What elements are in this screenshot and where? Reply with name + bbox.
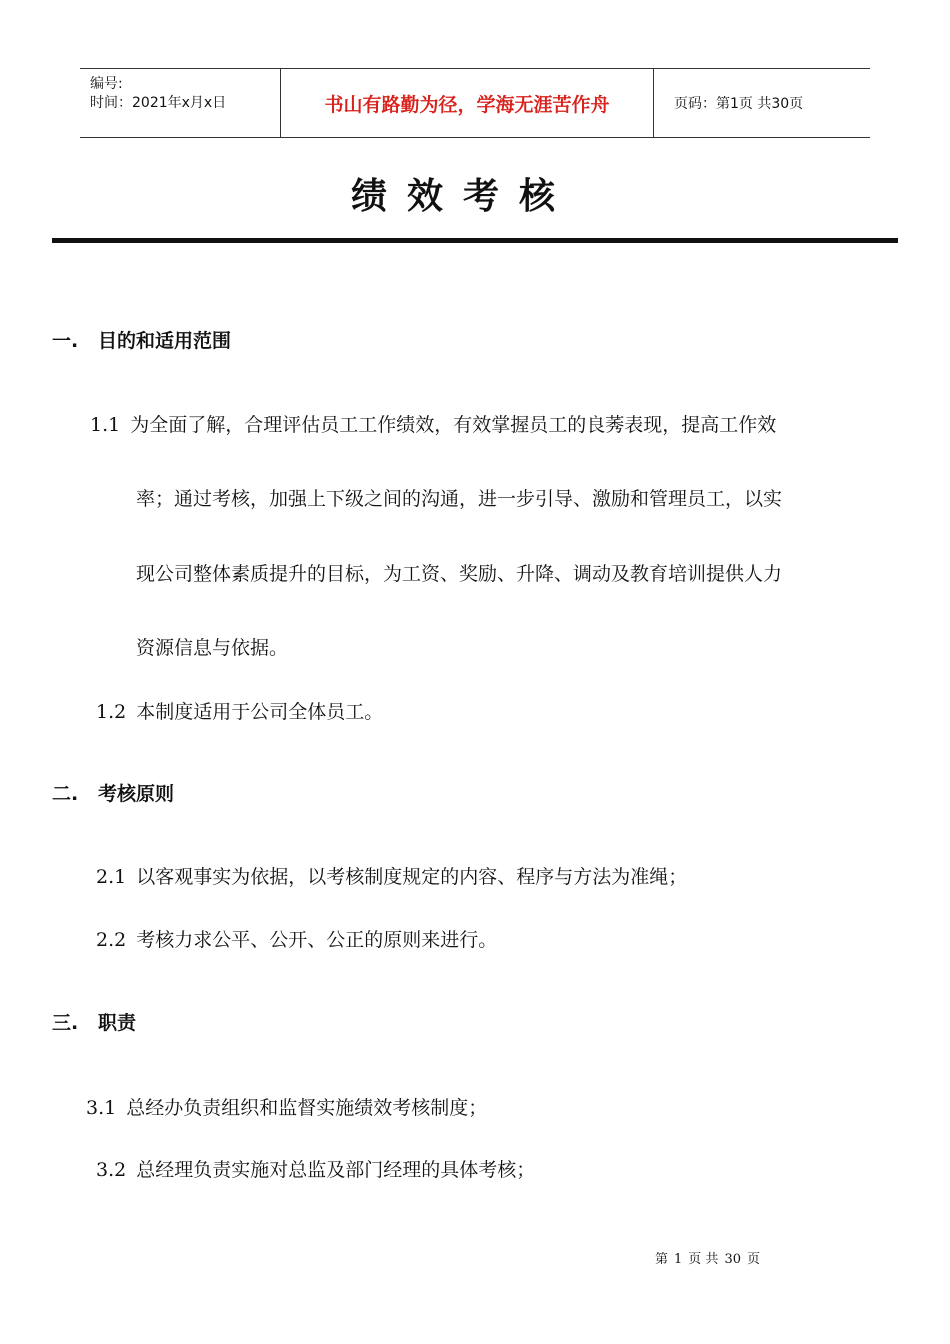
page-footer <box>655 1248 766 1267</box>
document-title: 绩效考核 <box>350 175 575 217</box>
section-heading-3 <box>52 1008 136 1035</box>
paragraph-1-1 <box>90 410 776 437</box>
paragraph-number: 2.2 <box>96 929 127 951</box>
section-number: 一. <box>52 330 79 352</box>
paragraph-line: 总经办负责组织和监督实施绩效考核制度； <box>126 1097 488 1119</box>
paragraph-3-1 <box>86 1093 487 1120</box>
paragraph-number: 3.1 <box>86 1097 117 1119</box>
title-divider <box>52 238 898 243</box>
header-page-info <box>664 69 870 137</box>
paragraph-number: 1.1 <box>90 414 121 436</box>
paragraph-3-2 <box>96 1155 535 1182</box>
section-title: 目的和适用范围 <box>98 330 232 352</box>
section-number: 二. <box>52 783 79 805</box>
section-title: 职责 <box>98 1012 137 1034</box>
paragraph-line: 考核力求公平、公开、公正的原则来进行。 <box>136 929 498 951</box>
footer-page-number: 1 <box>674 1252 683 1267</box>
paragraph-number: 2.1 <box>96 866 127 888</box>
document-time-label: 时间：2021年x月x日 <box>90 95 227 111</box>
section-heading-2 <box>52 779 174 806</box>
section-title: 考核原则 <box>98 783 175 805</box>
document-header <box>80 68 870 138</box>
footer-total-pages: 30 <box>724 1252 741 1267</box>
paragraph-line: 为全面了解，合理评估员工工作绩效，有效掌握员工的良莠表现，提高工作效 <box>130 414 777 436</box>
header-page-info-text: 页码：第1页 共30页 <box>674 96 804 112</box>
section-number: 三. <box>52 1012 79 1034</box>
footer-middle: 页 共 <box>688 1252 719 1267</box>
paragraph-line: 现公司整体素质提升的目标，为工资、奖励、升降、调动及教育培训提供人力 <box>136 563 783 585</box>
paragraph-2-2 <box>96 925 497 952</box>
paragraph-1-2 <box>96 697 383 724</box>
section-heading-1 <box>52 326 231 353</box>
header-motto: 书山有路勤为径，学海无涯苦作舟 <box>281 69 654 137</box>
paragraph-number: 1.2 <box>96 701 127 723</box>
document-code-label: 编号: <box>90 76 123 92</box>
paragraph-number: 3.2 <box>96 1159 127 1181</box>
footer-prefix: 第 <box>655 1252 669 1267</box>
paragraph-line: 率；通过考核，加强上下级之间的沟通，进一步引导、激励和管理员工，以实 <box>136 488 783 510</box>
paragraph-line: 资源信息与依据。 <box>136 637 289 659</box>
header-meta-cell <box>80 69 281 137</box>
paragraph-2-1 <box>96 862 687 889</box>
paragraph-line: 总经理负责实施对总监及部门经理的具体考核； <box>136 1159 536 1181</box>
footer-suffix: 页 <box>746 1252 760 1267</box>
paragraph-line: 本制度适用于公司全体员工。 <box>136 701 384 723</box>
paragraph-line: 以客观事实为依据，以考核制度规定的内容、程序与方法为准绳； <box>136 866 688 888</box>
